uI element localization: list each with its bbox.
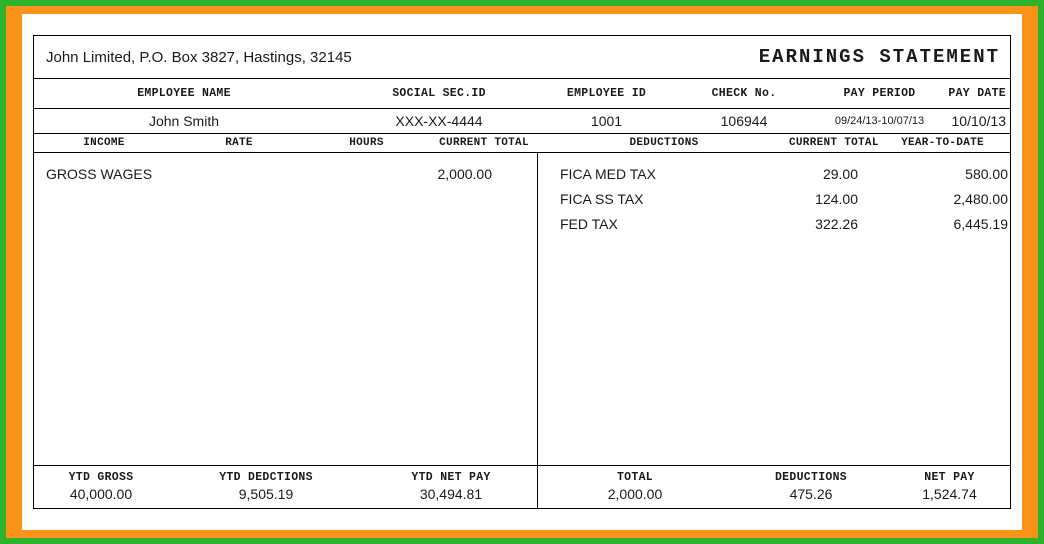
deduction-row — [538, 211, 1010, 236]
deduction-current-total: 322.26 — [815, 215, 858, 232]
deductions-header: DEDUCTIONS — [629, 137, 699, 149]
pay-period-value: 09/24/13-10/07/13 — [834, 115, 925, 127]
deduction-name: FICA SS TAX — [560, 190, 644, 207]
deduction-current-total: 124.00 — [815, 190, 858, 207]
ytd-gross-cell — [34, 471, 168, 508]
earnings-statement-document — [33, 35, 1011, 509]
current-totals-group — [538, 466, 1010, 508]
current-total-header-deductions: CURRENT TOTAL — [789, 137, 879, 149]
deductions-total-cell — [732, 471, 890, 508]
deductions-total-label: DEDUCTIONS — [774, 471, 847, 484]
totals-row — [34, 465, 1010, 508]
deduction-year-to-date: 580.00 — [965, 165, 1008, 182]
income-panel — [34, 153, 538, 465]
total-cell — [538, 471, 732, 508]
deduction-current-total: 29.00 — [822, 165, 858, 182]
deduction-name: FICA MED TAX — [560, 165, 656, 182]
year-to-date-header: YEAR-TO-DATE — [901, 137, 984, 149]
ytd-net-pay-label: YTD NET PAY — [411, 471, 491, 484]
deductions-panel — [538, 153, 1010, 465]
ytd-net-pay-value: 30,494.81 — [419, 486, 483, 502]
pay-date-label: PAY DATE — [948, 87, 1006, 100]
ytd-deductions-label: YTD DEDCTIONS — [219, 471, 313, 484]
statement-body — [34, 153, 1010, 465]
income-current-total: 2,000.00 — [437, 165, 492, 182]
income-item-name: GROSS WAGES — [46, 165, 153, 182]
net-pay-cell — [890, 471, 1009, 508]
income-row — [34, 161, 537, 186]
check-no-label: CHECK No. — [711, 87, 777, 100]
net-pay-label: NET PAY — [924, 471, 975, 484]
total-label: TOTAL — [616, 471, 653, 484]
column-headers-row — [34, 134, 1010, 153]
deductions-total-value: 475.26 — [789, 486, 833, 502]
employee-id-label: EMPLOYEE ID — [566, 87, 647, 100]
pay-period-label: PAY PERIOD — [843, 87, 916, 100]
deduction-row — [538, 186, 1010, 211]
employee-name-label: EMPLOYEE NAME — [137, 87, 231, 100]
ytd-net-pay-cell — [364, 471, 538, 508]
current-total-header-income: CURRENT TOTAL — [439, 137, 529, 149]
income-column-headers — [34, 137, 539, 149]
ytd-totals-group — [34, 466, 538, 508]
deduction-year-to-date: 2,480.00 — [953, 190, 1008, 207]
ytd-gross-value: 40,000.00 — [69, 486, 133, 502]
total-value: 2,000.00 — [607, 486, 663, 502]
page-background — [22, 14, 1022, 530]
ytd-deductions-value: 9,505.19 — [238, 486, 294, 502]
deduction-year-to-date: 6,445.19 — [953, 215, 1008, 232]
employee-name-value: John Smith — [148, 113, 220, 129]
rate-header: RATE — [225, 137, 253, 149]
document-title: EARNINGS STATEMENT — [758, 46, 1000, 68]
social-sec-id-value: XXX-XX-4444 — [395, 113, 483, 129]
employee-values-row — [34, 109, 1010, 134]
pay-date-value: 10/10/13 — [951, 113, 1006, 129]
company-address: John Limited, P.O. Box 3827, Hastings, 32145 — [46, 48, 352, 66]
deduction-name: FED TAX — [560, 215, 618, 232]
employee-header-row — [34, 79, 1010, 109]
social-sec-id-label: SOCIAL SEC.ID — [392, 87, 486, 100]
ytd-deductions-cell — [168, 471, 364, 508]
orange-border-frame — [6, 6, 1038, 538]
hours-header: HOURS — [349, 137, 384, 149]
deduction-row — [538, 161, 1010, 186]
employee-id-value: 1001 — [590, 113, 623, 129]
check-no-value: 106944 — [720, 113, 768, 129]
income-header: INCOME — [83, 137, 125, 149]
deduction-column-headers — [539, 137, 1010, 149]
net-pay-value: 1,524.74 — [922, 486, 977, 502]
document-header — [34, 36, 1010, 79]
ytd-gross-label: YTD GROSS — [68, 471, 134, 484]
